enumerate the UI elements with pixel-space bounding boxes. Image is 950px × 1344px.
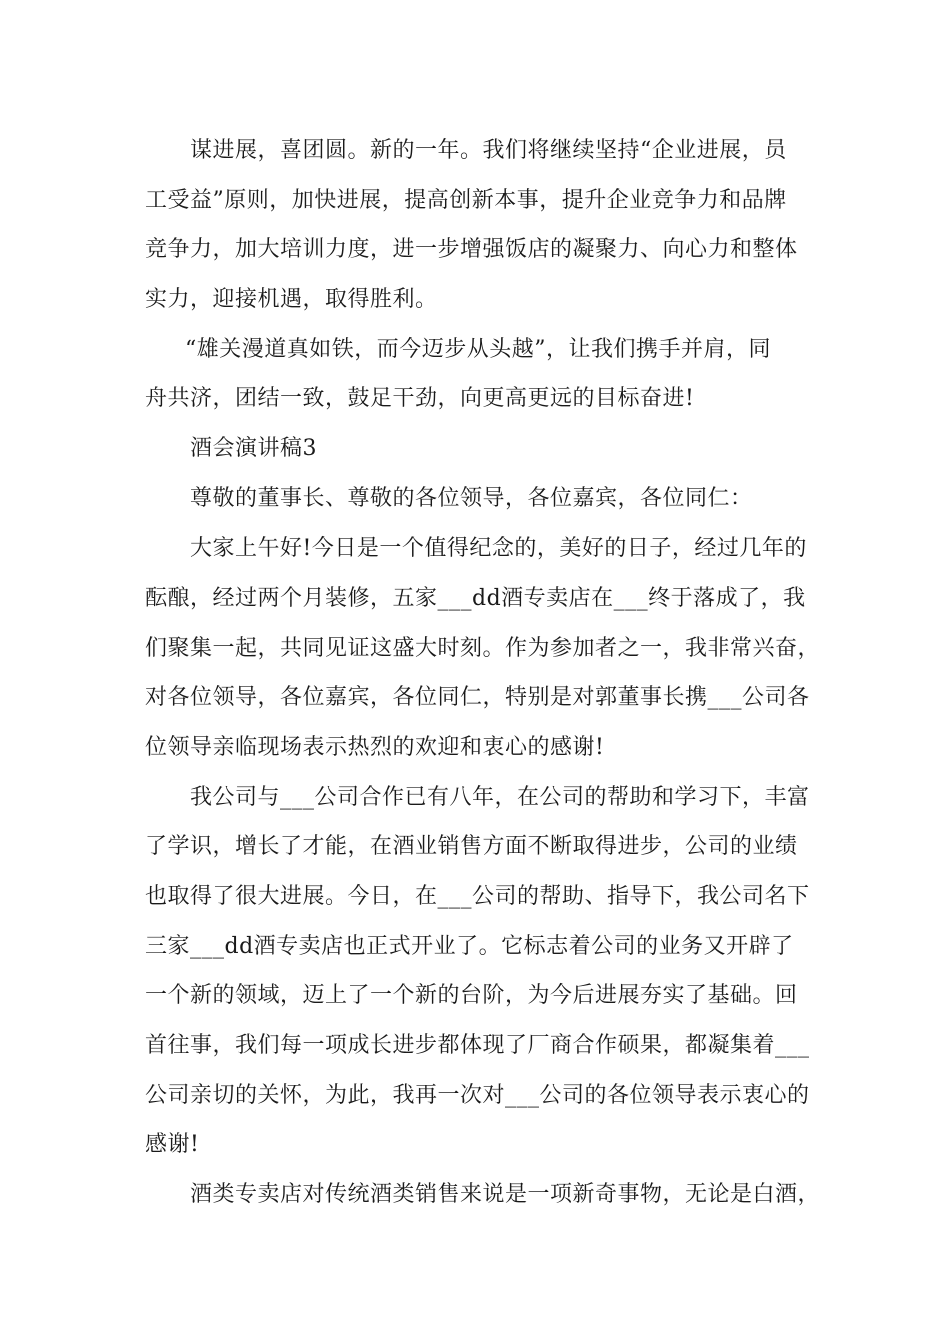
text-line: 一个新的领域，迈上了一个新的台阶，为今后进展夯实了基础。回 xyxy=(145,983,798,1008)
text-line: 工受益”原则，加快进展，提高创新本事，提升企业竞争力和品牌 xyxy=(145,188,787,213)
text-line: 也取得了很大进展。今日，在___公司的帮助、指导下，我公司名下 xyxy=(145,884,810,909)
text-line: 竞争力，加大培训力度，进一步增强饭店的凝聚力、向心力和整体 xyxy=(145,237,798,262)
text-line: 舟共济，团结一致，鼓足干劲，向更高更远的目标奋进! xyxy=(145,386,695,411)
text-line: 位领导亲临现场表示热烈的欢迎和衷心的感谢! xyxy=(145,735,605,760)
text-line: 三家___dd酒专卖店也正式开业了。它标志着公司的业务又开辟了 xyxy=(145,934,794,959)
text-line: 对各位领导，各位嘉宾，各位同仁，特别是对郭董事长携___公司各 xyxy=(145,685,810,710)
text-line: 酒类专卖店对传统酒类销售来说是一项新奇事物，无论是白酒， xyxy=(190,1182,821,1207)
text-line: 我公司与___公司合作已有八年，在公司的帮助和学习下，丰富 xyxy=(190,785,810,810)
text-line: 首往事，我们每一项成长进步都体现了厂商合作硕果，都凝集着___ xyxy=(145,1033,810,1058)
text-line: 大家上午好!今日是一个值得纪念的，美好的日子，经过几年的 xyxy=(190,536,807,561)
text-line: 了学识，增长了才能，在酒业销售方面不断取得进步，公司的业绩 xyxy=(145,834,798,859)
salutation: 尊敬的董事长、尊敬的各位领导，各位嘉宾，各位同仁： xyxy=(190,486,753,511)
text-line: 感谢! xyxy=(145,1132,200,1157)
text-line: 们聚集一起，共同见证这盛大时刻。作为参加者之一，我非常兴奋， xyxy=(145,636,821,661)
text-line: 谋进展，喜团圆。新的一年。我们将继续坚持“企业进展，员 xyxy=(190,138,787,163)
text-line: 实力，迎接机遇，取得胜利。 xyxy=(145,287,438,312)
text-line: 酝酿，经过两个月装修，五家___dd酒专卖店在___终于落成了，我 xyxy=(145,586,806,611)
text-line: 公司亲切的关怀，为此，我再一次对___公司的各位领导表示衷心的 xyxy=(145,1083,810,1108)
text-line: “雄关漫道真如铁，而今迈步从头越”，让我们携手并肩，同 xyxy=(185,337,771,362)
section-heading: 酒会演讲稿3 xyxy=(190,436,317,461)
